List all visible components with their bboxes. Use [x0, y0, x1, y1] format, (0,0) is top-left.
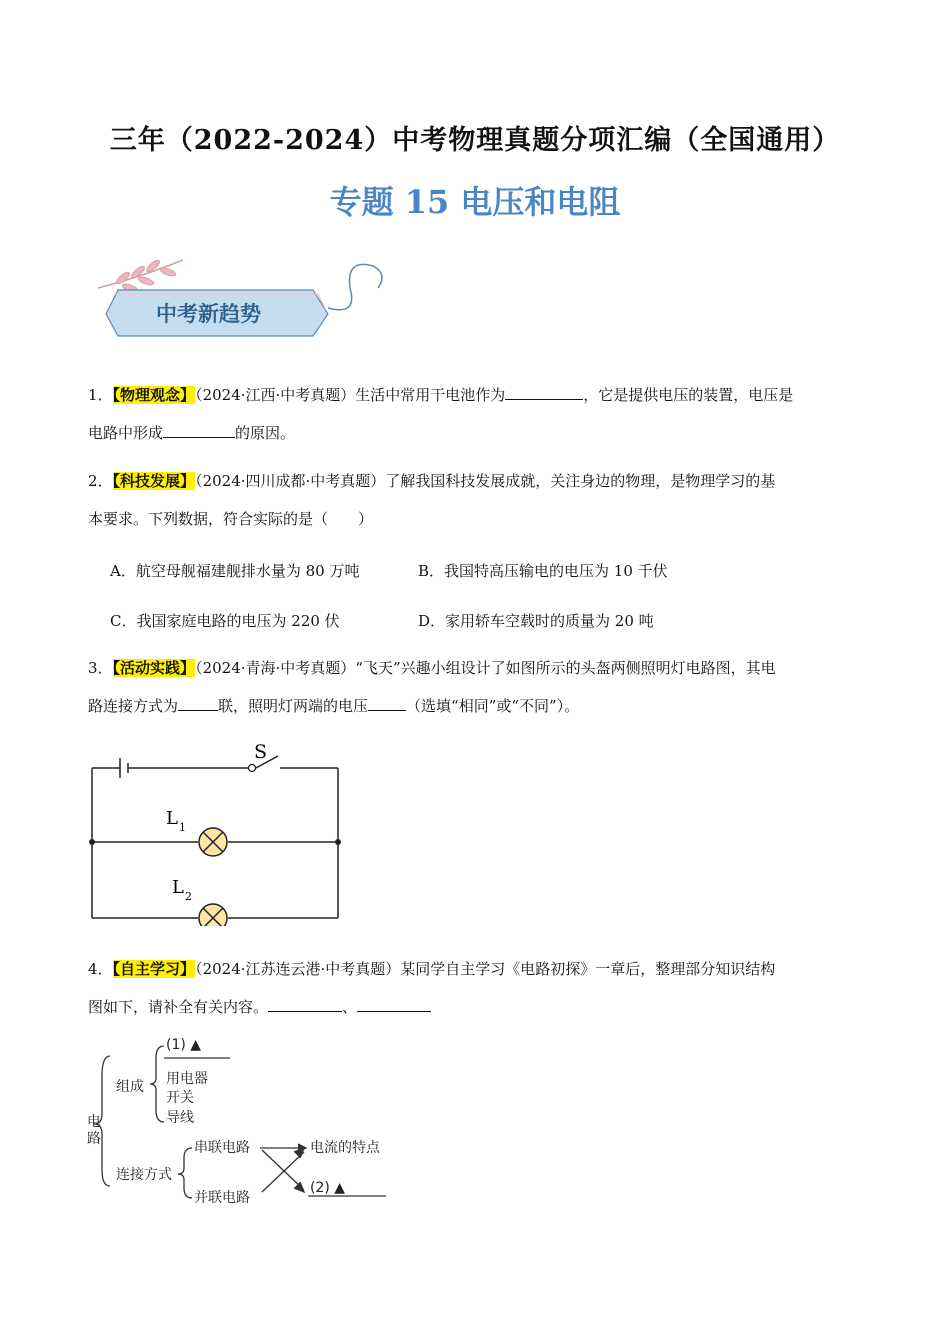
question-text: ，它是提供电压的装置，电压是 [583, 386, 794, 404]
lamp1-label: L [166, 808, 178, 829]
section-banner [88, 248, 388, 348]
tree-branch-connection: 连接方式 [116, 1167, 172, 1183]
question-text: 某同学自主学习《电路初探》一章后，整理部分知识结构 [400, 960, 776, 978]
lamp-icon [199, 828, 227, 856]
question-tag: 【科技发展】 [112, 472, 196, 490]
branch2-brace [178, 1148, 192, 1198]
question-1 [88, 376, 868, 452]
question-tag: 【物理观念】 [112, 386, 196, 404]
tree-item: 导线 [166, 1110, 194, 1126]
question-text: 联，照明灯两端的电压 [218, 697, 369, 715]
tree-blank-2: (2) ▲ [310, 1180, 346, 1196]
question-tag: 【自主学习】 [112, 960, 196, 978]
lamp2-subscript: 2 [185, 890, 192, 903]
lamp2-label: L [172, 877, 184, 898]
question-source: （2024·江西·中考真题） [195, 386, 356, 404]
question-number: 2． [88, 472, 113, 490]
option-b[interactable]: B．我国特高压输电的电压为 10 千伏 [418, 562, 668, 580]
option-c[interactable]: C．我国家庭电路的电压为 220 伏 [110, 612, 340, 630]
question-source: （2024·江苏连云港·中考真题） [195, 960, 401, 978]
question-text: 、 [342, 998, 358, 1016]
question-text: 图如下，请补全有关内容。 [88, 998, 269, 1016]
question-text: 生活中常用干电池作为 [355, 386, 506, 404]
question-2 [88, 462, 868, 538]
knowledge-tree-diagram [82, 1036, 402, 1216]
question-text: 本要求。下列数据，符合实际的是（ ） [88, 510, 374, 528]
question-4 [88, 950, 868, 1026]
question-source: （2024·青海·中考真题） [195, 659, 356, 677]
lamp-icon [199, 904, 227, 926]
tree-root-char: 电 [87, 1114, 101, 1130]
topic-subtitle: 专题 15 电压和电阻 [329, 183, 621, 221]
option-a[interactable]: A．航空母舰福建舰排水量为 80 万吨 [110, 562, 360, 580]
answer-blank[interactable] [178, 692, 218, 711]
tree-branch-composition: 组成 [116, 1079, 144, 1095]
page-title: 三年（2022-2024）中考物理真题分项汇编（全国通用） [109, 125, 841, 156]
tree-root-char: 路 [87, 1131, 101, 1147]
tree-item: 开关 [166, 1090, 194, 1106]
question-text: “飞天”兴趣小组设计了如图所示的头盔两侧照明灯电路图，其电 [355, 659, 776, 677]
tree-blank-1: (1) ▲ [166, 1037, 202, 1053]
circuit-diagram [86, 736, 351, 926]
answer-blank[interactable] [268, 993, 342, 1012]
question-3 [88, 649, 868, 725]
junction-node [335, 839, 341, 845]
leaf-sprig-icon [98, 259, 183, 294]
switch-contact [249, 765, 256, 772]
option-d[interactable]: D．家用轿车空载时的质量为 20 吨 [418, 612, 654, 630]
answer-blank[interactable] [357, 993, 431, 1012]
question-number: 1． [88, 386, 113, 404]
answer-blank[interactable] [505, 381, 583, 400]
banner-label: 中考新趋势 [156, 302, 261, 326]
switch-label: S [254, 741, 268, 763]
question-number: 3． [88, 659, 113, 677]
question-tag: 【活动实践】 [112, 659, 196, 677]
tree-target-current: 电流的特点 [310, 1140, 380, 1156]
question-text: 路连接方式为 [88, 697, 179, 715]
question-text: 电路中形成 [88, 424, 164, 442]
question-text: 的原因。 [235, 424, 296, 442]
question-text: 了解我国科技发展成就，关注身边的物理，是物理学习的基 [385, 472, 776, 490]
tree-item: 用电器 [166, 1071, 208, 1087]
question-text: （选填“相同”或“不同”）。 [406, 697, 580, 715]
answer-blank[interactable] [163, 419, 235, 438]
tree-item-parallel: 并联电路 [194, 1190, 250, 1206]
tree-item-series: 串联电路 [194, 1140, 250, 1156]
question-source: （2024·四川成都·中考真题） [195, 472, 386, 490]
question-number: 4． [88, 960, 113, 978]
answer-blank[interactable] [368, 692, 406, 711]
lamp1-subscript: 1 [179, 821, 186, 834]
junction-node [89, 839, 95, 845]
branch1-brace [150, 1046, 164, 1122]
